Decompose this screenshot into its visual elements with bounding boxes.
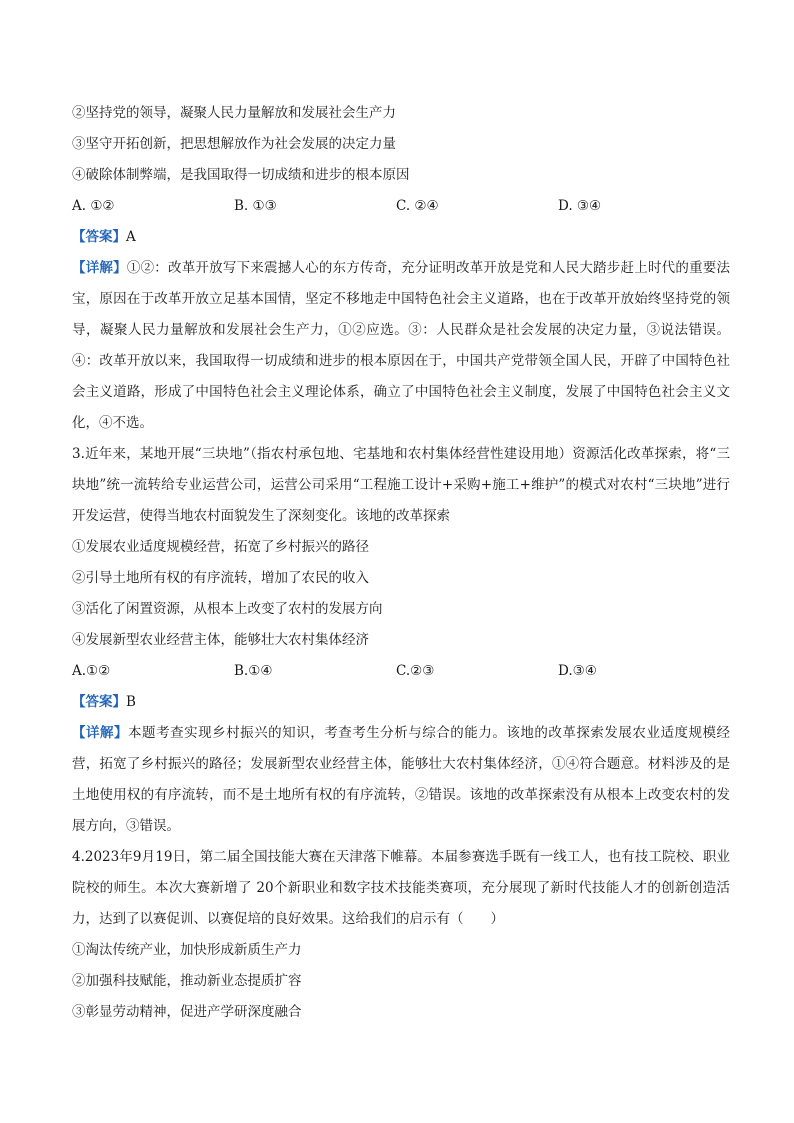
option-c: C. ②④	[396, 198, 439, 214]
statement-item: ③活化了闲置资源，从根本上改变了农村的发展方向	[72, 601, 383, 617]
option-c: C.②③	[396, 663, 435, 679]
document-page	[72, 98, 730, 1028]
question-stem: 3.近年来，某地开展“三块地”（指农村承包地、宅基地和农村集体经营性建设用地）资源活化改革探索，将“三块地”统一流转给专业运营公司，运营公司采用“工程施工设计+采购+施工+维护”的模式对农村“三块地”进行开发运营，使得当地农村面貌发生了深刻变化。该地的改革探索	[72, 446, 730, 524]
explanation-text: ①②：改革开放写下来震撼人心的东方传奇，充分证明改革开放是党和人民大踏步赶上时代的重要法宝，原因在于改革开放立足基本国情，坚定不移地走中国特色社会主义道路，也在于改革开放始终坚持党的领导，凝聚人民力量解放和发展社会生产力，①②应选。③：人民群众是社会发展的决定力量，③说法错误。④：改革开放以来，我国取得一切成绩和进步的根本原因在于，中国共产党带领全国人民，开辟了中国特色社会主义道路，形成了中国特色社会主义理论体系，确立了中国特色社会主义制度，发展了中国特色社会主义文化，④不选。	[72, 260, 731, 431]
answer-options	[72, 191, 730, 222]
answer-tag: 【答案】	[72, 694, 126, 710]
statement-item: ③彰显劳动精神，促进产学研深度融合	[72, 1004, 302, 1020]
answer-line	[72, 222, 730, 253]
option-b: B. ①③	[234, 198, 277, 214]
explanation-paragraph	[72, 253, 730, 439]
question-stem: 4.2023年9月19日，第二届全国技能大赛在天津落下帷幕。本届参赛选手既有一线工人，也有技工院校、职业院校的师生。本次大赛新增了 20个新职业和数字技术技能类赛项，充分展现了新时代技能人才的创新创造活力，达到了以赛促训、以赛促培的良好效果。这给我们的启示有（ ）	[72, 849, 730, 927]
detail-tag: 【详解】	[72, 260, 127, 276]
statement-item: ③坚守开拓创新，把思想解放作为社会发展的决定力量	[72, 136, 396, 152]
statement-item: ④破除体制弊端，是我国取得一切成绩和进步的根本原因	[72, 167, 410, 183]
option-a: A. ①②	[72, 198, 115, 214]
question-2-continued	[72, 98, 730, 439]
statement-item: ④发展新型农业经营主体，能够壮大农村集体经济	[72, 632, 369, 648]
option-b: B.①④	[234, 663, 273, 679]
answer-line	[72, 687, 730, 718]
statement-item: ①发展农业适度规模经营，拓宽了乡村振兴的路径	[72, 539, 369, 555]
option-d: D. ③④	[558, 198, 602, 214]
answer-tag: 【答案】	[72, 229, 126, 245]
statement-item: ①淘汰传统产业，加快形成新质生产力	[72, 942, 302, 958]
answer-value: B	[126, 694, 136, 710]
question-3	[72, 439, 730, 842]
statement-item: ②加强科技赋能，推动新业态提质扩容	[72, 973, 302, 989]
statement-item: ②引导土地所有权的有序流转，增加了农民的收入	[72, 570, 369, 586]
question-4	[72, 842, 730, 1028]
explanation-paragraph	[72, 718, 730, 842]
option-d: D.③④	[558, 663, 597, 679]
explanation-text: 本题考查实现乡村振兴的知识，考查考生分析与综合的能力。该地的改革探索发展农业适度规模经营，拓宽了乡村振兴的路径；发展新型农业经营主体，能够壮大农村集体经济，①④符合题意。材料涉及的是土地使用权的有序流转，而不是土地所有权的有序流转，②错误。该地的改革探索没有从根本上改变农村的发展方向，③错误。	[72, 725, 731, 834]
detail-tag: 【详解】	[72, 725, 129, 741]
answer-value: A	[126, 229, 136, 245]
statement-item: ②坚持党的领导，凝聚人民力量解放和发展社会生产力	[72, 105, 396, 121]
option-a: A.①②	[72, 663, 111, 679]
answer-options	[72, 656, 730, 687]
